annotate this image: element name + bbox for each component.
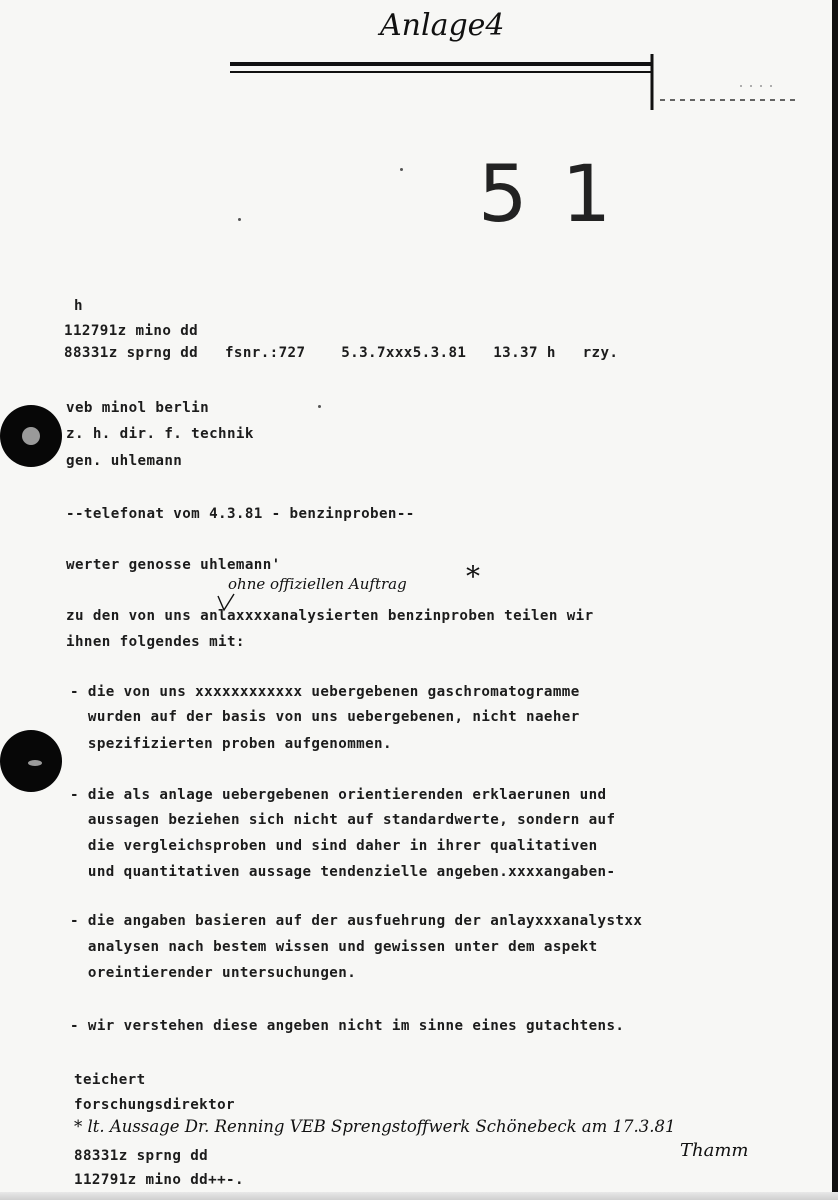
bullet-3-line-3: oreintierender untersuchungen. <box>70 965 357 981</box>
handwritten-page-number: 51 <box>478 150 646 240</box>
scan-right-edge <box>832 0 838 1200</box>
bullet-2-line-2: aussagen beziehen sich nicht auf standardwerte, sondern auf <box>70 812 616 828</box>
punch-hole-bottom <box>0 730 62 792</box>
telex-sender-line-2: 88331z sprng dd fsnr.:727 5.3.7xxx5.3.81 13.37 h rzy. <box>64 345 619 361</box>
scan-bottom-edge <box>0 1192 838 1200</box>
bullet-1-line-3: spezifizierten proben aufgenommen. <box>70 736 392 752</box>
bullet-1-line-2: wurden auf der basis von uns uebergebenen, nicht naeher <box>70 709 580 725</box>
handwritten-footnote: * lt. Aussage Dr. Renning VEB Sprengstoffwerk Schönebeck am 17.3.81 <box>74 1117 676 1136</box>
handwritten-insert-note: ohne offiziellen Auftrag <box>228 575 407 593</box>
bullet-2-line-1: - die als anlage uebergebenen orientierenden erklaerunen und <box>70 787 607 803</box>
handwritten-insert-star: * <box>466 560 480 593</box>
closing-name: teichert <box>74 1072 146 1088</box>
recipient-line-3: gen. uhlemann <box>66 453 183 469</box>
punch-hole-top <box>0 405 62 467</box>
staple-bar <box>220 50 800 120</box>
telex-line-h: h <box>74 298 83 314</box>
scan-speck <box>318 405 321 408</box>
recipient-line-1: veb minol berlin <box>66 400 210 416</box>
bullet-3-line-2: analysen nach bestem wissen und gewissen unter dem aspekt <box>70 939 598 955</box>
scan-speck <box>238 218 241 221</box>
telex-sender-line-1: 112791z mino dd <box>64 323 199 339</box>
intro-line-2: ihnen folgendes mit: <box>66 634 245 650</box>
salutation: werter genosse uhlemann' <box>66 557 281 573</box>
subject-line: --telefonat vom 4.3.81 - benzinproben-- <box>66 506 415 522</box>
bullet-2-line-4: und quantitativen aussage tendenzielle angeben.xxxxangaben- <box>70 864 616 880</box>
handwritten-header-note: Anlage4 <box>380 8 505 43</box>
bullet-4-line-1: - wir verstehen diese angeben nicht im sinne eines gutachtens. <box>70 1018 625 1034</box>
recipient-line-2: z. h. dir. f. technik <box>66 426 254 442</box>
bullet-2-line-3: die vergleichsproben und sind daher in ihrer qualitativen <box>70 838 598 854</box>
intro-line-1: zu den von uns anlaxxxxanalysierten benzinproben teilen wir <box>66 608 594 624</box>
bullet-1-line-1: - die von uns xxxxxxxxxxxx uebergebenen gaschromatogramme <box>70 684 580 700</box>
closing-title: forschungsdirektor <box>74 1097 235 1113</box>
bullet-3-line-1: - die angaben basieren auf der ausfuehrung der anlayxxxanalystxx <box>70 913 643 929</box>
scan-speck <box>400 168 403 171</box>
telex-trailer-line-1: 88331z sprng dd <box>74 1148 209 1164</box>
handwritten-signature: Thamm <box>680 1140 749 1161</box>
telex-trailer-line-2: 112791z mino dd++-. <box>74 1172 244 1188</box>
